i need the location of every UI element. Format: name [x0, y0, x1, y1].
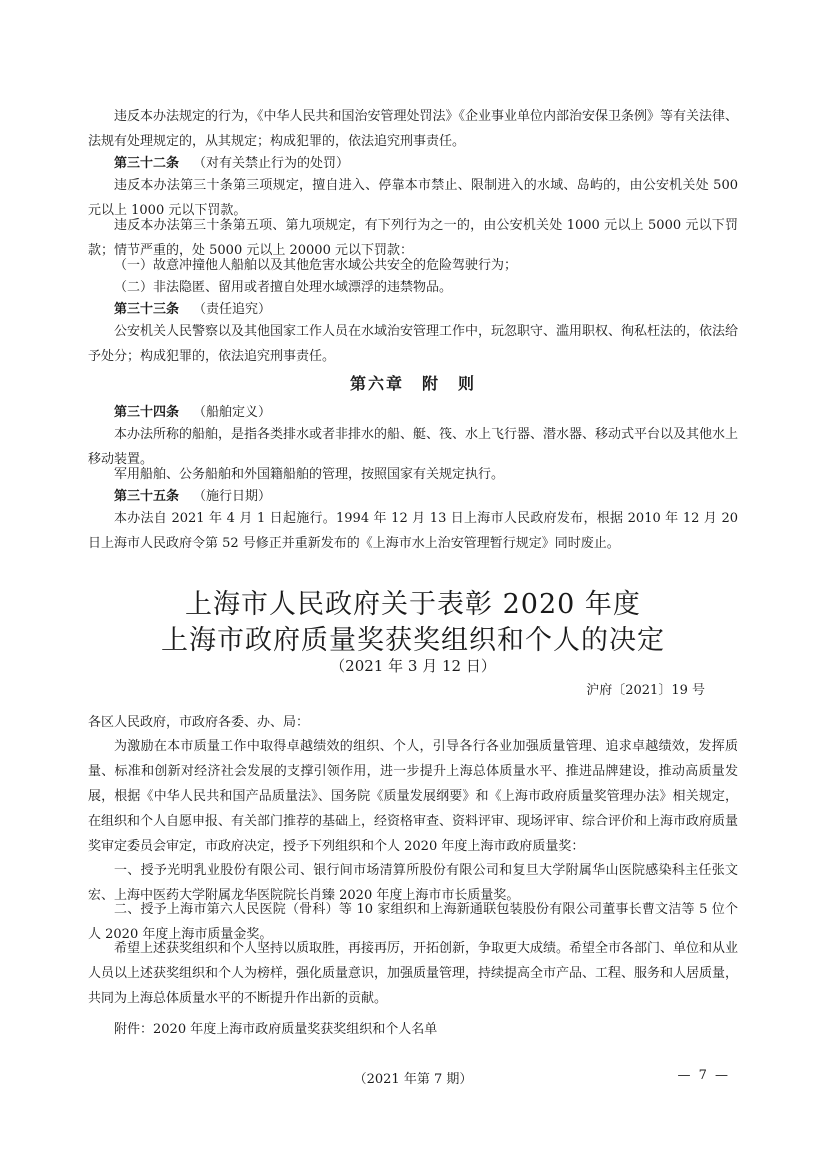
paragraph: 军用船舶、公务船舶和外国籍船舶的管理，按照国家有关规定执行。 [114, 467, 505, 482]
paragraph: 希望上述获奖组织和个人坚持以质取胜，再接再厉，开拓创新，争取更大成绩。希望全市各部门、单位和从业人员以上述获奖组织和个人为榜样，强化质量意识，加强质量管理，持续提高全市产品、工程、服务和人居质量，共同为上海总体质量水平的不断提升作出新的贡献。 [88, 941, 739, 1006]
article-title: 第三十三条 [114, 302, 180, 317]
paragraph: 公安机关人民警察以及其他国家工作人员在水域治安管理工作中，玩忽职守、滥用职权、徇私枉法的，依法给予处分；构成犯罪的，依法追究刑事责任。 [88, 324, 739, 364]
article-title: 第三十二条 [114, 156, 180, 171]
article-note: （对有关禁止行为的处罚） [193, 156, 350, 171]
article-note: （责任追究） [193, 302, 272, 317]
decision-title-line-1: 上海市人民政府关于表彰 2020 年度 [185, 589, 641, 620]
list-item: （一）故意冲撞他人船舶以及其他危害水域公共安全的危险驾驶行为； [114, 258, 518, 273]
salutation: 各区人民政府，市政府各委、办、局： [88, 715, 310, 730]
paragraph: 违反本办法规定的行为，《中华人民共和国治安管理处罚法》《企业事业单位内部治安保卫条例》等有关法律、法规有处理规定的，从其规定；构成犯罪的，依法追究刑事责任。 [88, 109, 739, 149]
chapter-title: 第六章 附 则 [349, 374, 476, 393]
chapter-heading [88, 371, 738, 394]
issue-number: （2021 年第 7 期） [353, 1072, 473, 1087]
paragraph: 违反本办法第三十条第五项、第九项规定，有下列行为之一的，由公安机关处 1000 元以上 5000 元以下罚款；情节严重的，处 5000 元以上 20000 元以下罚款： [88, 218, 738, 258]
paragraph: 为激励在本市质量工作中取得卓越绩效的组织、个人，引导各行各业加强质量管理、追求卓越绩效，发挥质量、标准和创新对经济社会发展的支撑引领作用，进一步提升上海总体质量水平、推进品牌建设，推动高质量发展，根据《中华人民共和国产品质量法》、国务院《质量发展纲要》和《上海市政府质量奖管理办法》相关规定，在组织和个人自愿申报、有关部门推荐的基础上，经资格审查、资料评审、现场评审、综合评价和上海市政府质量奖审定委员会审定，市政府决定，授予下列组织和个人 2020 年度上海市政府质量奖： [88, 739, 739, 854]
attachment-note: 附件：2020 年度上海市政府质量奖获奖组织和个人名单 [114, 1022, 438, 1037]
article-title: 第三十四条 [114, 405, 180, 420]
article-title: 第三十五条 [114, 489, 180, 504]
paragraph: 本办法自 2021 年 4 月 1 日起施行。1994 年 12 月 13 日上海市人民政府发布，根据 2010 年 12 月 20 日上海市人民政府令第 52 号修正并重新发布的《上海市水上治安管理暂行规定》同时废止。 [88, 511, 738, 551]
paragraph: 本办法所称的船舶，是指各类排水或者非排水的船、艇、筏、水上飞行器、潜水器、移动式平台以及其他水上移动装置。 [88, 427, 739, 467]
paragraph: 一、授予光明乳业股份有限公司、银行间市场清算所股份有限公司和复旦大学附属华山医院感染科主任张文宏、上海中医药大学附属龙华医院院长肖臻 2020 年度上海市市长质量奖。 [88, 863, 738, 903]
decision-title-line-2: 上海市政府质量奖获奖组织和个人的决定 [161, 625, 665, 656]
article-note: （船舶定义） [193, 405, 272, 420]
decision-date: （2021 年 3 月 12 日） [330, 657, 496, 675]
page-number: — 7 — [677, 1068, 730, 1083]
list-item: （二）非法隐匿、留用或者擅自处理水域漂浮的违禁物品。 [114, 280, 453, 295]
article-note: （施行日期） [193, 489, 272, 504]
paragraph: 违反本办法第三十条第三项规定，擅自进入、停靠本市禁止、限制进入的水域、岛屿的，由公安机关处 500 元以上 1000 元以下罚款。 [88, 178, 738, 218]
paragraph: 二、授予上海市第六人民医院（骨科）等 10 家组织和上海新通联包装股份有限公司董事长曹文洁等 5 位个人 2020 年度上海市质量金奖。 [88, 902, 738, 942]
document-number: 沪府〔2021〕19 号 [586, 683, 705, 698]
